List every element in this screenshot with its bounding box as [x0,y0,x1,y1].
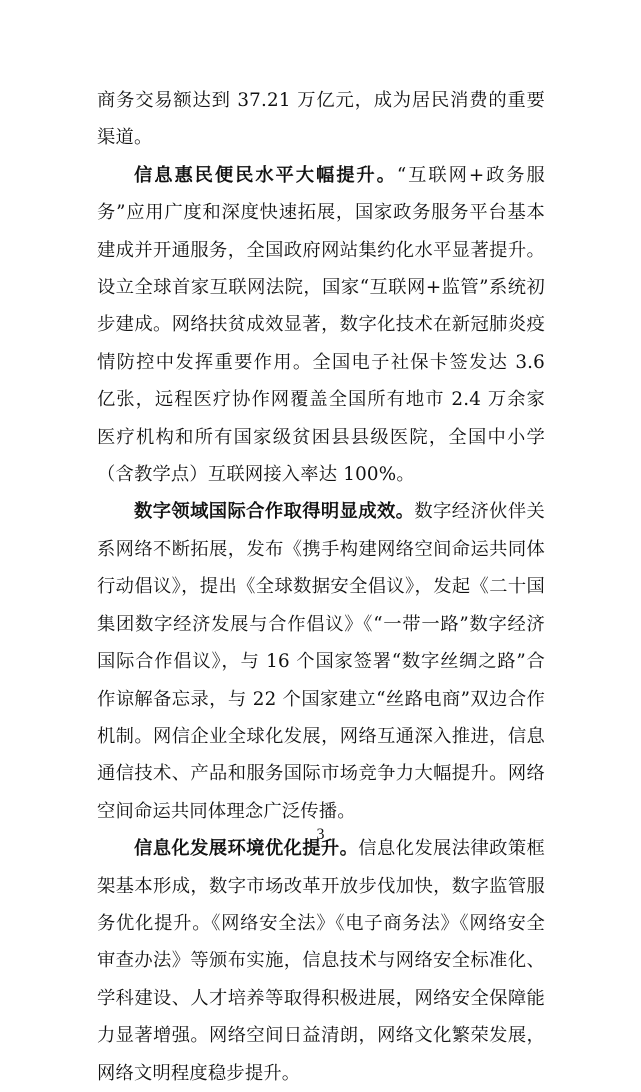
page-number: 3 [316,826,325,843]
paragraph-continuation [97,82,545,157]
paragraph-text: “互联网+政务服务”应用广度和深度快速拓展，国家政务服务平台基本建成并开通服务，全国政府网站集约化水平显著提升。设立全球首家互联网法院，国家“互联网+监管”系统初步建成。网络扶贫成效显著，数字化技术在新冠肺炎疫情防控中发挥重要作用。全国电子社保卡签发达 3.6 亿张，远程医疗协作网覆盖全国所有地市 2.4 万余家医疗机构和所有国家级贫困县县级医院，全国中小学（含教学点）互联网接入率达 100%。 [97,164,545,486]
document-body [97,82,545,1092]
paragraph-international-cooperation [97,493,545,830]
paragraph-info-benefit [97,157,545,494]
paragraph-text: 数字经济伙伴关系网络不断拓展，发布《携手构建网络空间命运共同体行动倡议》，提出《全球数据安全倡议》，发起《二十国集团数字经济发展与合作倡议》《“一带一路”数字经济国际合作倡议》，与 16 个国家签署“数字丝绸之路”合作谅解备忘录，与 22 个国家建立“丝路电商”双边合作机制。网信企业全球化发展，网络互通深入推进，信息通信技术、产品和服务国际市场竞争力大幅提升。网络空间命运共同体理念广泛传播。 [97,501,546,822]
paragraph-lead: 信息惠民便民水平大幅提升。 [134,164,397,186]
paragraph-text: 商务交易额达到 37.21 万亿元，成为居民消费的重要渠道。 [97,90,545,149]
paragraph-environment [97,830,545,1092]
paragraph-lead: 数字领域国际合作取得明显成效。 [134,501,415,523]
paragraph-text: 信息化发展法律政策框架基本形成，数字市场改革开放步伐加快，数字监管服务优化提升。《网络安全法》《电子商务法》《网络安全审查办法》等颁布实施，信息技术与网络安全标准化、学科建设、人才培养等取得积极进展，网络安全保障能力显著增强。网络空间日益清朗，网络文化繁荣发展，网络文明程度稳步提升。 [97,838,545,1084]
paragraph-lead: 信息化发展环境优化提升。 [134,838,359,860]
